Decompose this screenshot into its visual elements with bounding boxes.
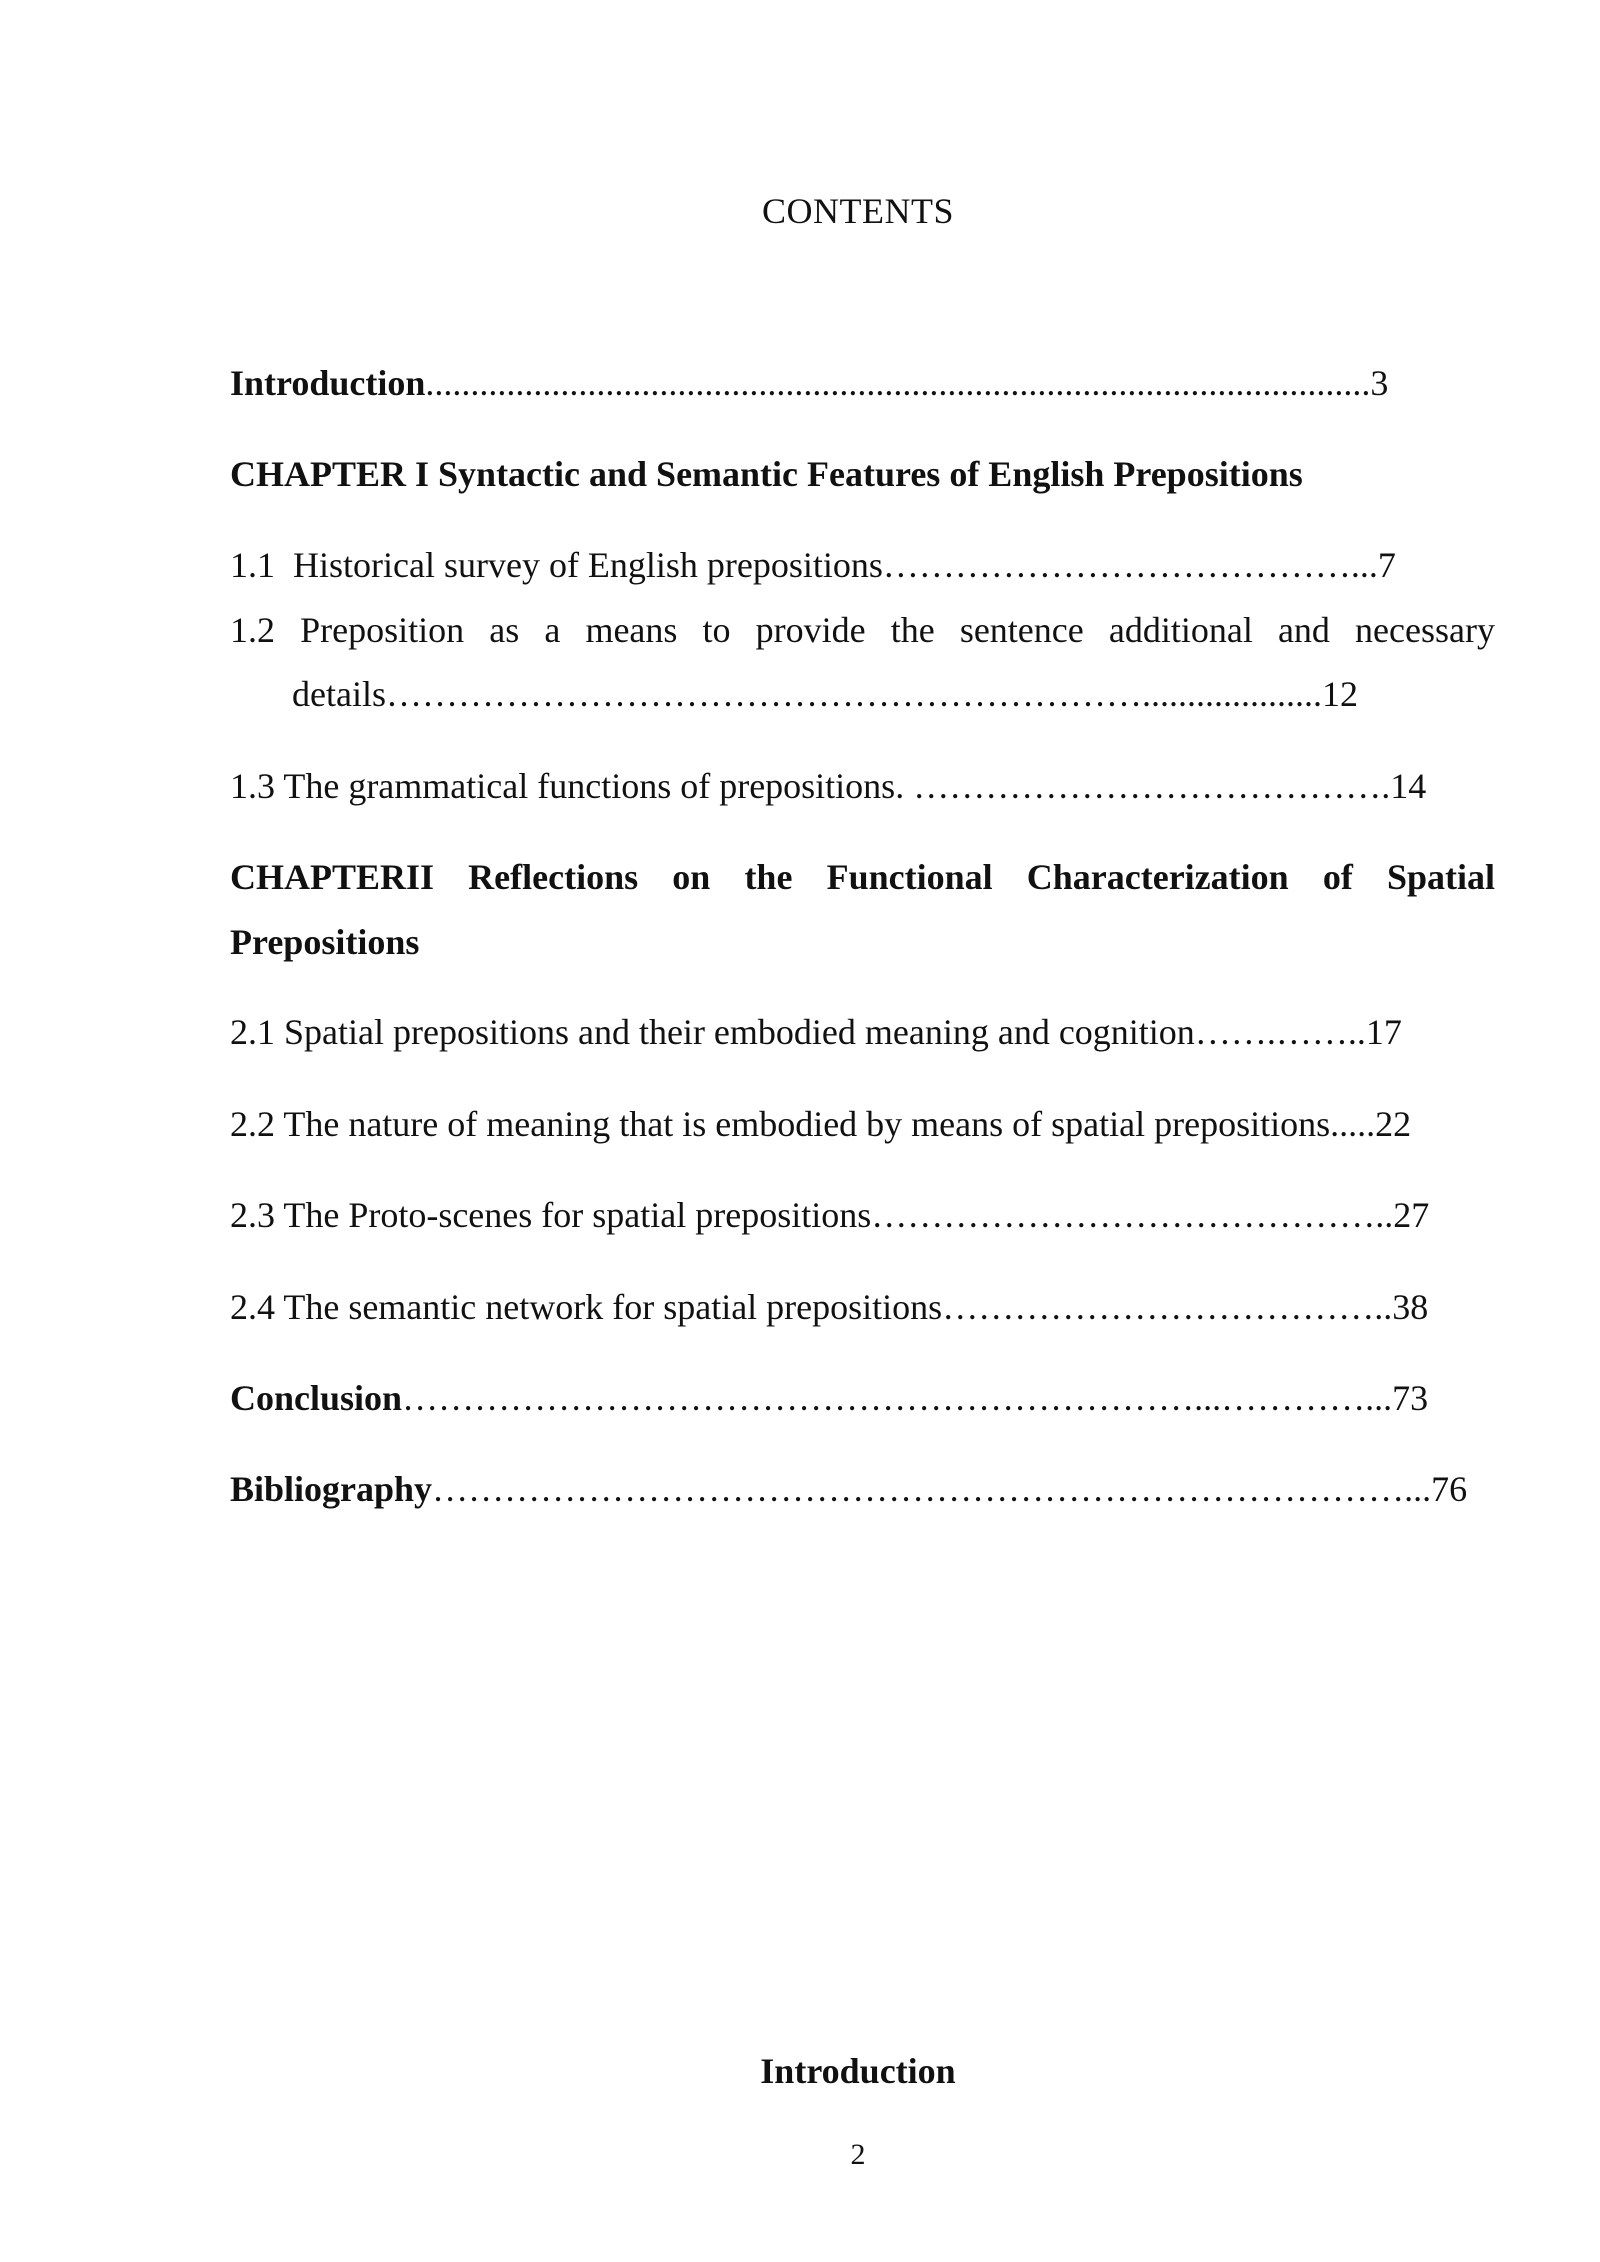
toc-word: Spatial: [1386, 857, 1495, 897]
toc-entry-label: 2.1 Spatial prepositions and their embodied meaning and cognition: [230, 1012, 1195, 1052]
toc-word: as: [489, 610, 520, 650]
toc-word: Characterization: [1026, 857, 1289, 897]
toc-entry-2-2[interactable]: [230, 1103, 1495, 1146]
toc-entry-leader: ……………………………………..: [871, 1195, 1394, 1235]
toc-entry-page: 27: [1393, 1195, 1430, 1235]
toc-chapter-label: CHAPTER I Syntactic and Semantic Features of English Prepositions: [230, 454, 1303, 494]
toc-entry-conclusion[interactable]: [230, 1377, 1495, 1420]
toc-entry-label: Bibliography: [230, 1469, 433, 1509]
toc-entry-leader: .........................................................................................................: [425, 363, 1371, 403]
toc-word: additional: [1108, 610, 1253, 650]
toc-word: necessary: [1355, 610, 1495, 650]
toc-entry-page: 22: [1375, 1104, 1412, 1144]
toc-entry-page: 14: [1390, 766, 1427, 806]
toc-entry-label: 2.2 The nature of meaning that is embodied by means of spatial prepositions: [230, 1104, 1331, 1144]
toc-entry-label: 2.3 The Proto-scenes for spatial prepositions: [230, 1195, 872, 1235]
toc-entry-label: 2.4 The semantic network for spatial prepositions: [230, 1287, 943, 1327]
toc-entry-leader: ………………………………………………………………………...: [432, 1469, 1432, 1509]
toc-entry-leader: ………………………………………………………....................: [385, 674, 1322, 714]
toc-entry-page: 38: [1392, 1287, 1429, 1327]
toc-entry-label: 1.1 Historical survey of English prepositions: [230, 545, 883, 585]
toc-entry-page: 76: [1431, 1469, 1468, 1509]
toc-entry-label: details: [292, 674, 386, 714]
toc-entry-leader: …….……..: [1194, 1012, 1366, 1052]
toc-word: a: [544, 610, 561, 650]
toc-entry-1-1[interactable]: [230, 544, 1495, 587]
toc-entry-page: 12: [1321, 674, 1358, 714]
toc-word: the: [890, 610, 935, 650]
toc-entry-2-4[interactable]: [230, 1286, 1495, 1329]
next-section-heading: Introduction: [760, 2051, 956, 2091]
toc-entry-page: 17: [1365, 1012, 1402, 1052]
toc-chapter-2-heading-line-2[interactable]: [230, 921, 1495, 964]
toc-entry-1-2-line-2[interactable]: [230, 673, 1557, 716]
toc-word: the: [744, 857, 793, 897]
toc-entry-1-3[interactable]: [230, 765, 1495, 808]
toc-entry-label: 1.3 The grammatical functions of prepositions.: [230, 766, 905, 806]
toc-entry-introduction[interactable]: [230, 362, 1495, 405]
toc-chapter-label: Prepositions: [230, 922, 420, 962]
toc-word: provide: [755, 610, 866, 650]
toc-entry-label: Introduction: [230, 363, 426, 403]
contents-title: CONTENTS: [762, 191, 954, 231]
toc-entry-leader: ………………………………..: [942, 1287, 1393, 1327]
toc-word: 1.2: [230, 610, 275, 650]
toc-entry-page: 7: [1377, 545, 1396, 585]
page-number: 2: [850, 2138, 866, 2171]
toc-word: means: [585, 610, 678, 650]
toc-entry-2-3[interactable]: [230, 1194, 1495, 1237]
toc-entry-page: 3: [1370, 363, 1389, 403]
toc-entry-page: 73: [1392, 1378, 1429, 1418]
toc-entry-label: Conclusion: [230, 1378, 403, 1418]
toc-word: to: [702, 610, 731, 650]
toc-entry-leader: …………………………………...: [882, 545, 1378, 585]
toc-chapter-2-heading-line-1[interactable]: [230, 856, 1495, 899]
toc-word: Preposition: [300, 610, 465, 650]
toc-word: on: [672, 857, 711, 897]
toc-chapter-1-heading[interactable]: [230, 453, 1495, 496]
toc-entry-bibliography[interactable]: [230, 1468, 1495, 1511]
toc-word: Reflections: [468, 857, 639, 897]
toc-word: Functional: [826, 857, 993, 897]
toc-entry-leader: .....: [1330, 1104, 1376, 1144]
toc-word: of: [1322, 857, 1353, 897]
toc-entry-2-1[interactable]: [230, 1011, 1495, 1054]
toc-entry-leader: …………………………………………………………...…………...: [402, 1378, 1393, 1418]
toc-word: CHAPTERII: [230, 857, 435, 897]
toc-word: and: [1277, 610, 1330, 650]
toc-entry-leader: ………………………………….: [904, 766, 1391, 806]
toc-word: sentence: [959, 610, 1084, 650]
toc-entry-1-2-line-1[interactable]: [230, 609, 1495, 652]
